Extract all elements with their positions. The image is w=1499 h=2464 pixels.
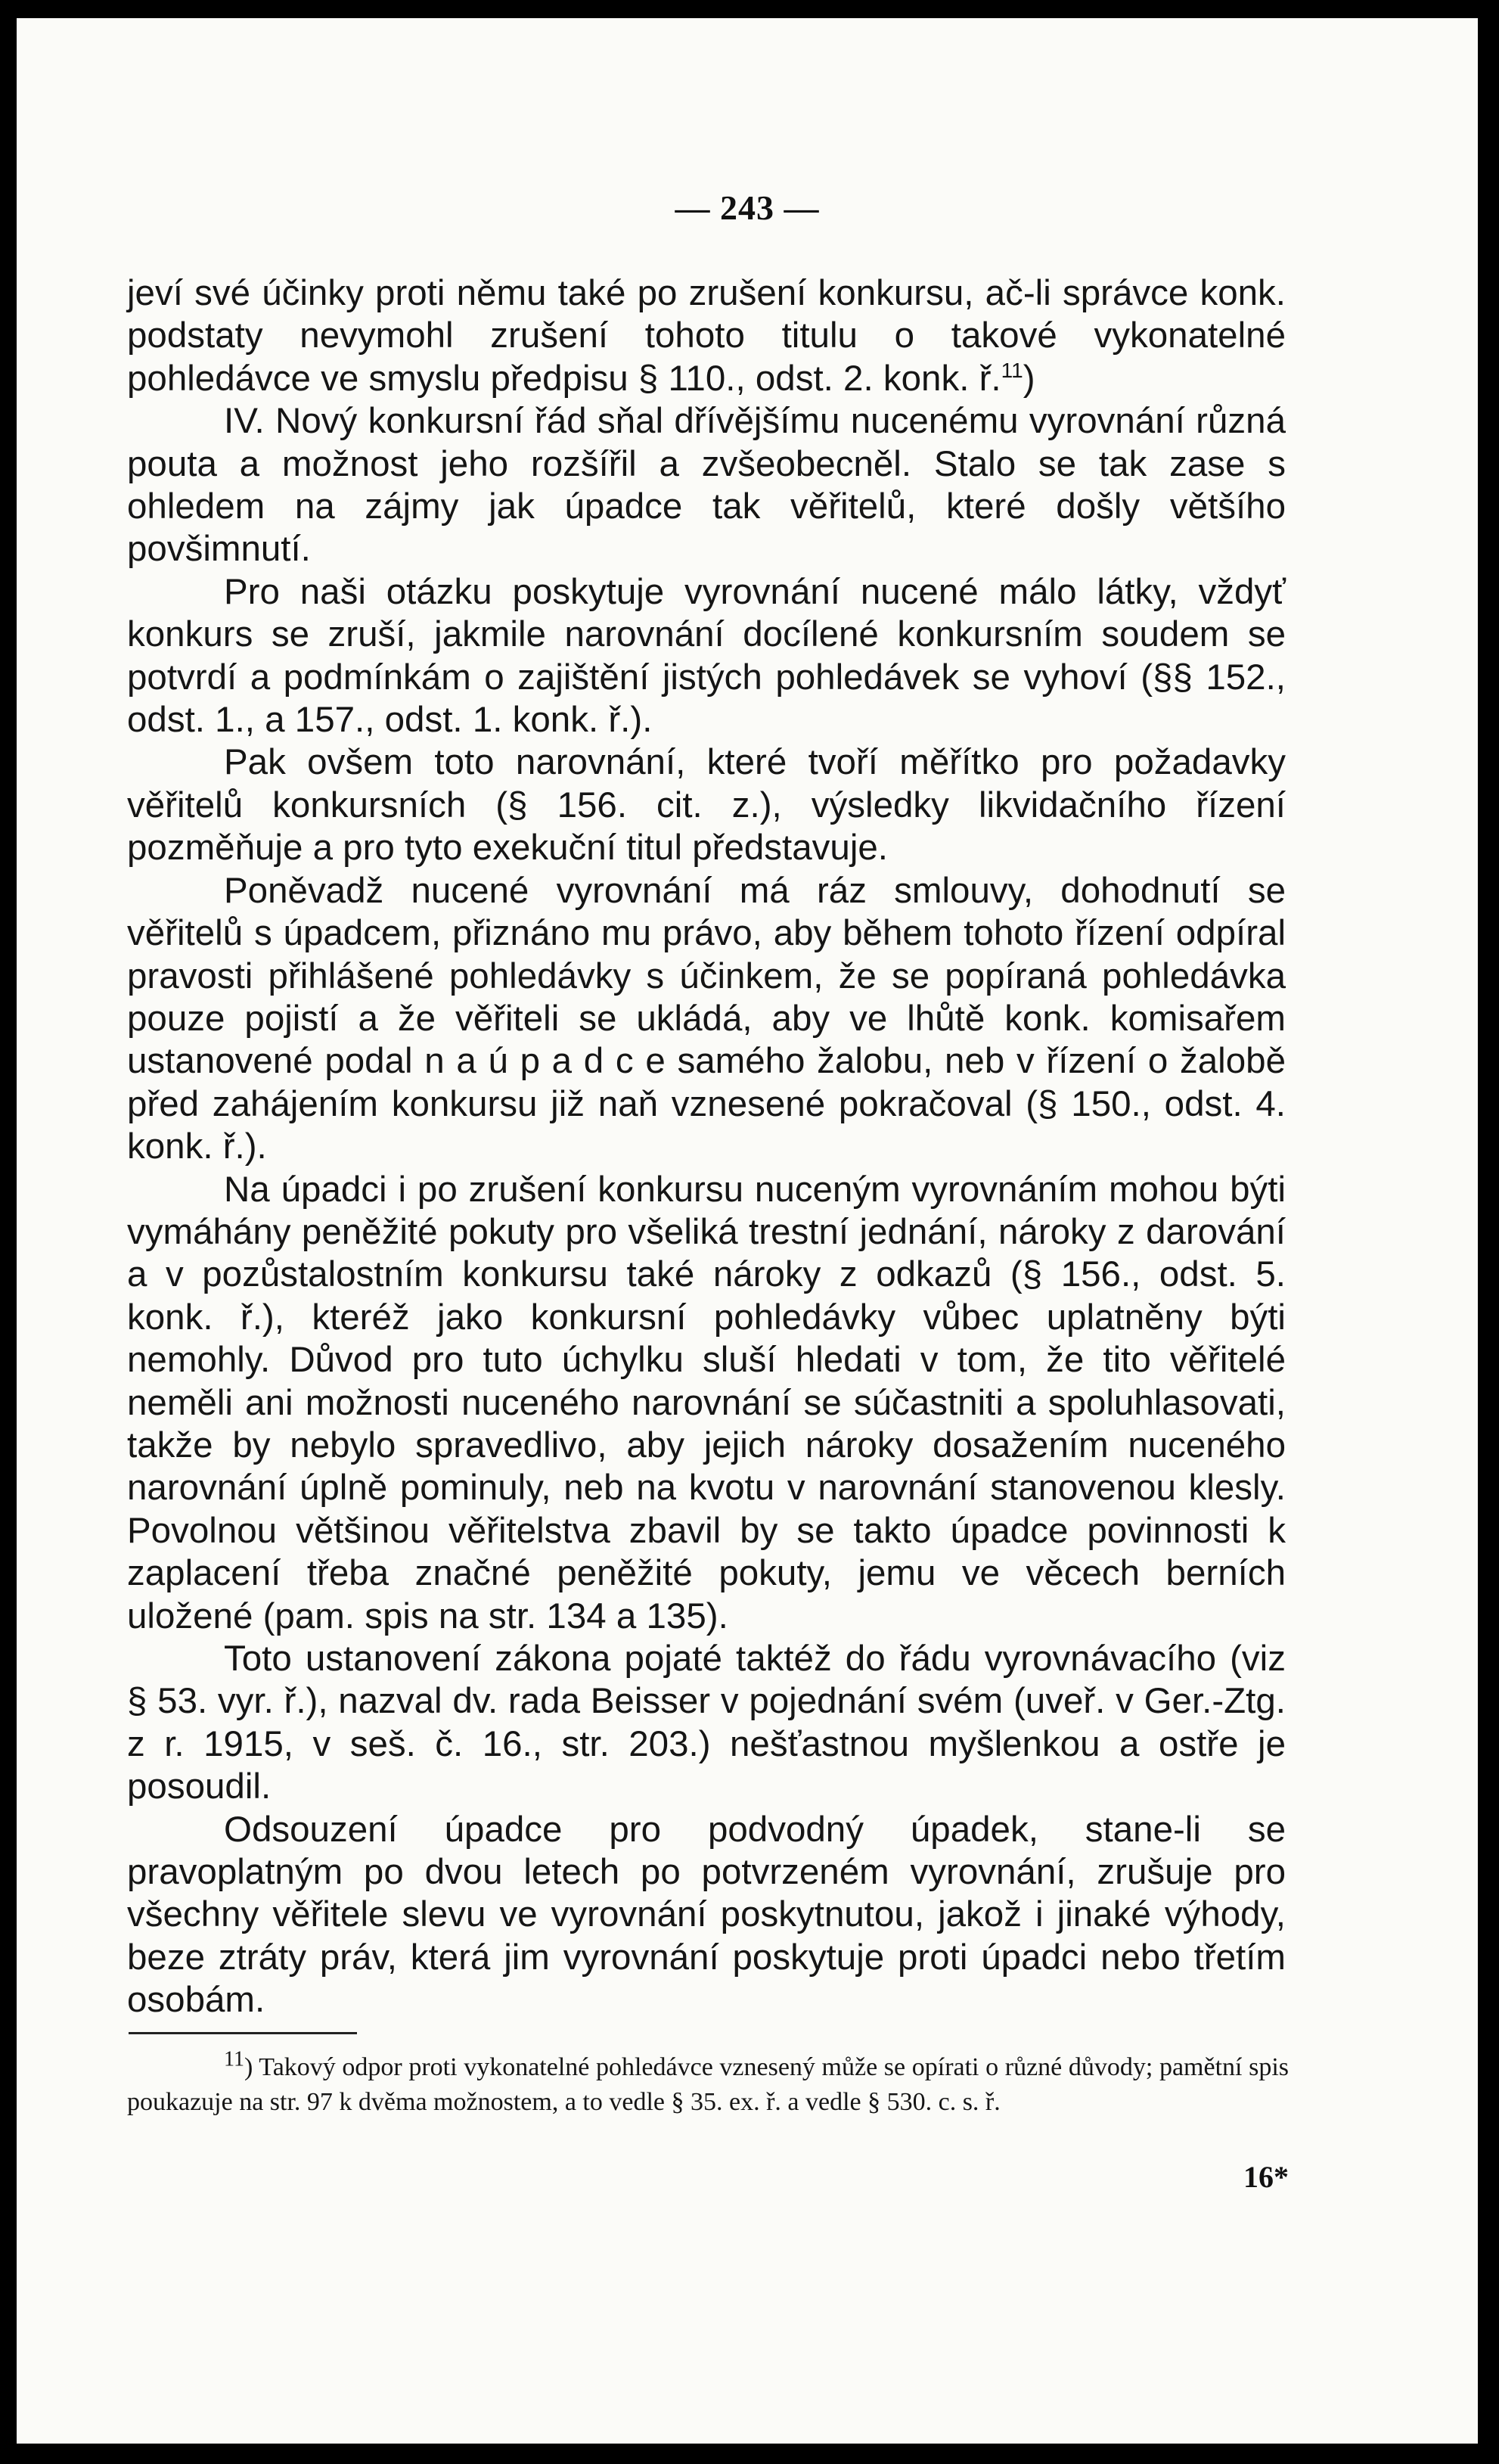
p1-line-1: jeví své účinky proti němu také po zrušení konkursu, ač-li [127, 273, 1051, 313]
paragraph-2: IV. Nový konkursní řád sňal dřívějšímu nucenému vyrovnání různá pouta a možnost jeho rozšířil a zvšeobecněl. Stalo se tak zase s ohledem na zájmy jak úpadce tak věřitelů, které došly většího povšimnutí. [127, 401, 1286, 570]
p1-line-3: vykonatelné pohledávce ve smyslu předpisu § 110., odst. 2. [127, 315, 1286, 399]
footnote-marker: 11 [224, 2047, 244, 2071]
book-page [17, 18, 1478, 2444]
footnote-divider [129, 2032, 357, 2034]
footnote-reference: 11 [1001, 358, 1023, 382]
p1-line-4: konk. ř. [883, 358, 1001, 399]
footnote-paragraph [127, 2047, 1289, 2120]
paragraph-3: Pro naši otázku poskytuje vyrovnání nucené málo látky, vždyť konkurs se zruší, jakmile narovnání docílené konkursním soudem se potvrdí a podmínkám o zajištění jistých pohledávek se vyhoví (§§ 152., odst. 1., a 157., odst. 1. konk. ř.). [127, 571, 1286, 741]
paragraph-4: Pak ovšem toto narovnání, které tvoří měřítko pro požadavky věřitelů konkursních (§ 156. cit. z.), výsledky likvidačního řízení pozměňuje a pro tyto exekuční titul představuje. [127, 742, 1286, 868]
paragraph-8: Odsouzení úpadce pro podvodný úpadek, stane-li se pravoplatným po dvou letech po potvrzeném vyrovnání, zrušuje pro všechny věřitele slevu ve vyrovnání poskytnutou, jakož i jinaké výhody, beze ztráty práv, která jim vyrovnání poskytuje proti úpadci nebo třetím osobám. [127, 1809, 1286, 2021]
p1-tail: ) [1023, 358, 1035, 399]
paragraph-7: Toto ustanovení zákona pojaté taktéž do řádu vyrovnávacího (viz § 53. vyr. ř.), nazval dv. rada Beisser v pojednání svém (uveř. v Ger.-Ztg. z r. 1915, v seš. č. 16., str. 203.) nešťastnou myšlenkou a ostře je posoudil. [127, 1639, 1286, 1807]
paragraph-5: Poněvadž nucené vyrovnání má ráz smlouvy, dohodnutí se věřitelů s úpadcem, přiznáno mu právo, aby během tohoto řízení odpíral pravosti přihlášené pohledávky s účinkem, že se popíraná pohledávka pouze pojistí a že věřiteli se ukládá, aby ve lhůtě konk. komisařem ustanovené podal n a ú p a d c e samého žalobu, neb v řízení o žalobě před zahájením konkursu již naň vznesené pokračoval (§ 150., odst. 4. konk. ř.). [127, 870, 1286, 1167]
main-text [127, 272, 1286, 2022]
footnote [127, 2047, 1289, 2120]
paragraph-6: Na úpadci i po zrušení konkursu nuceným vyrovnáním mohou býti vymáhány peněžité pokuty pro všeliká trestní jednání, nároky z darování a v pozůstalostním konkursu také nároky z odkazů (§ 156., odst. 5. konk. ř.), kteréž jako konkursní pohledávky vůbec uplatněny býti nemohly. Důvod pro tuto úchylku sluší hledati v tom, že tito věřitelé neměli ani možnosti nuceného narovnání se súčastniti a spoluhlasovati, takže by nebylo spravedlivo, aby jejich nároky dosažením nuceného narovnání úplně pominuly, neb na kvotu v narovnání stanovenou klesly. Povolnou většinou věřitelstva zbavil by se takto úpadce povinnosti k zaplacení třeba značné peněžité pokuty, jemu ve věcech berních uložené (pam. spis na str. 134 a 135). [127, 1169, 1286, 1636]
page-number: — 243 — [675, 188, 820, 227]
paragraph-1 [127, 272, 1286, 400]
printer-signature: 16* [1243, 2160, 1289, 2194]
p1-line-2: správce konk. podstaty nevymohl zrušení tohoto titulu o takové [127, 273, 1286, 356]
footnote-marker-close: ) [244, 2053, 253, 2081]
footnote-text: Takový odpor proti vykonatelné pohledávce vznesený může se opírati o různé důvody; pamětní spis poukazuje na str. 97 k dvěma možnostem, a to vedle § 35. ex. ř. a vedle § 530. c. s. ř. [127, 2053, 1289, 2116]
